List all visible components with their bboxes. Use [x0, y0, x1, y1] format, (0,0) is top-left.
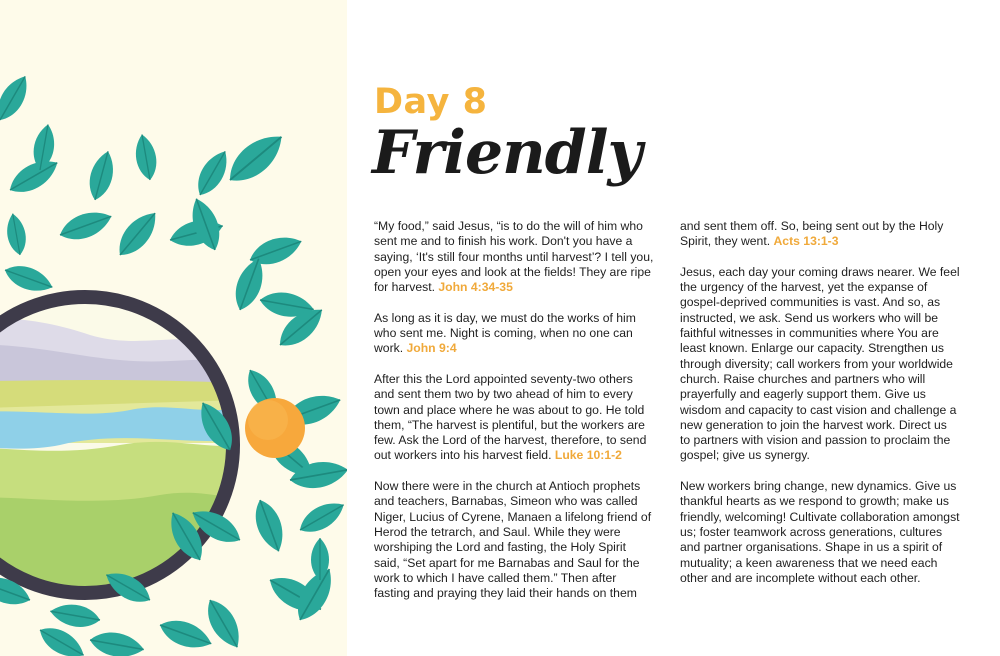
page-title: Friendly: [372, 118, 642, 188]
wreath-landscape-illustration: [0, 0, 347, 656]
prayer-paragraph: Jesus, each day your coming draws nearer. We feel the urgency of the harvest, yet the expanse of gospel-deprived communities is vast. And so, as instructed, we ask. Send us workers who will be faithful witnesses in communities where You are least known. Enlarge our capacity. Strengthen us through diversity; call workers from your worldwide church. Raise churches and partners who will prayerfully and eagerly support them. Give us wisdom and capacity to cast vision and challenge a new generation to join the harvest work. Direct us to partners with vision and passion to proclaim the gospel; give us synergy.: [680, 264, 960, 463]
illustration-panel: [0, 0, 347, 656]
paragraph: Now there were in the church at Antioch prophets and teachers, Barnabas, Simeon who was called Niger, Lucius of Cyrene, Manaen a lifelong friend of Herod the tetrarch, and Saul. While they were worshiping the Lord and fasting, the Holy Spirit said, “Set apart for me Barnabas and Saul for the work to which I have called them.” Then after fasting and praying they laid their hands on them: [374, 479, 652, 601]
scripture-reference: John 4:34-35: [438, 280, 513, 295]
scripture-reference: John 9:4: [406, 341, 457, 356]
prayer-paragraph: New workers bring change, new dynamics. Give us thankful hearts as we respond to growth; make us friendly, welcoming! Cultivate collaboration amongst us; foster teamwork across generations, cultures and partner organisations. Shape in us a spirit of mutuality; a keen awareness that we need each other and are incomplete without each other.: [680, 479, 960, 585]
paragraph: “My food,” said Jesus, “is to do the will of him who sent me and to finish his work. Don't you have a saying, ‘It's still four months until harvest’? I tell you, open your eyes and look at the fields! They are ripe for harvest. John 4:34-35: [374, 219, 654, 295]
paragraph: After this the Lord appointed seventy-two others and sent them two by two ahead of him to every town and place where he was about to go. He told them, “The harvest is plentiful, but the workers are few. Ask the Lord of the harvest, therefore, to send out workers into his harvest field. Luke 10:1-2: [374, 371, 647, 463]
text-column-right: [680, 219, 960, 601]
paragraph: As long as it is day, we must do the works of him who sent me. Night is coming, when no one can work. John 9:4: [374, 310, 636, 356]
day-number: Day 8: [374, 82, 488, 122]
paragraph: and sent them off. So, being sent out by the Holy Spirit, they went. Acts 13:1-3: [680, 219, 944, 249]
text-column-left: [374, 219, 654, 617]
scripture-reference: Acts 13:1-3: [773, 234, 839, 249]
scripture-reference: Luke 10:1-2: [554, 448, 622, 463]
